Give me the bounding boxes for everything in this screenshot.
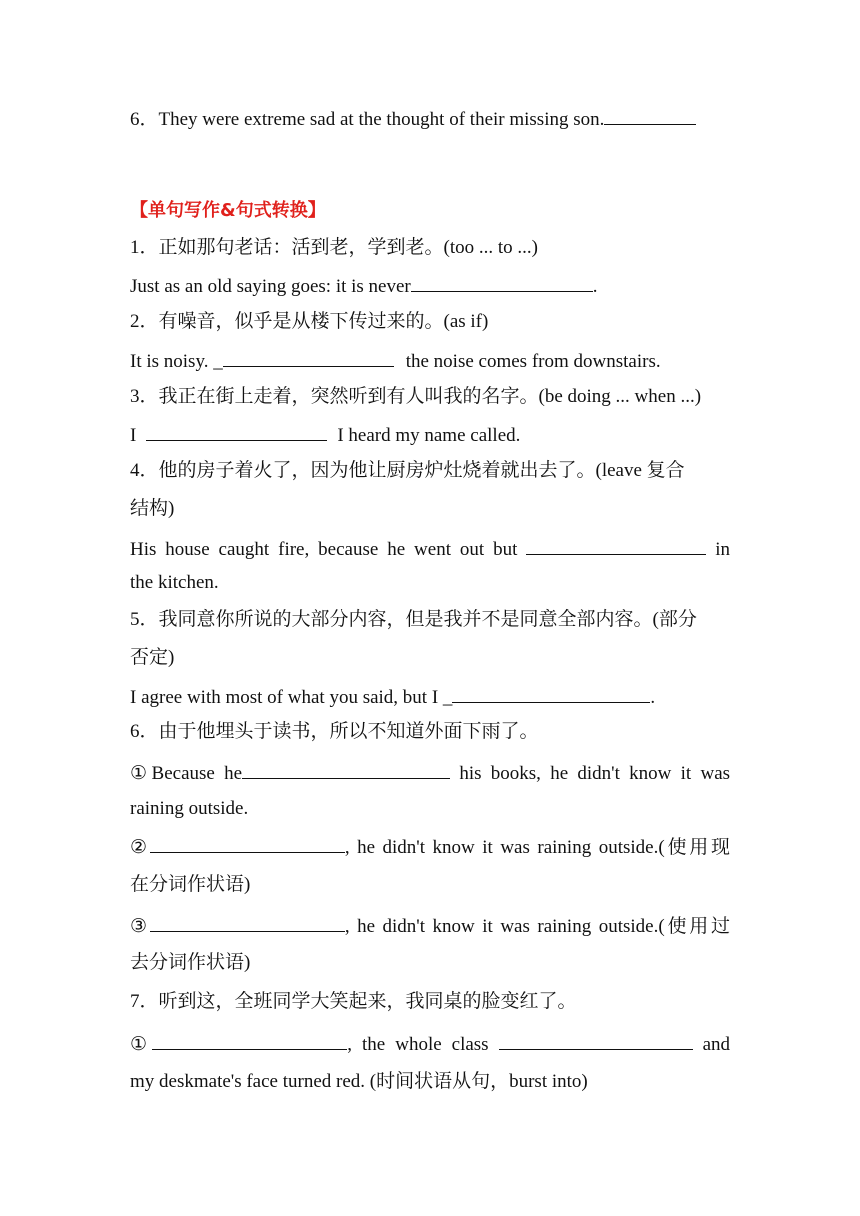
q5-answer xyxy=(130,684,730,710)
q5-prompt-line2: 否定) xyxy=(130,647,175,668)
q6-prompt: 6．由于他埋头于读书，所以不知道外面下雨了。 xyxy=(130,721,539,742)
question-text: They were extreme sad at the thought of their missing son. xyxy=(158,109,605,130)
q2-prompt: 2．有噪音，似乎是从楼下传过来的。(as if) xyxy=(130,311,489,332)
q7-prompt: 7．听到这，全班同学大笑起来，我同桌的脸变红了。 xyxy=(130,991,577,1012)
answer-blank[interactable] xyxy=(604,106,696,125)
q6-sub2-end: , he didn't know it was raining outside.(使用现 xyxy=(344,837,730,858)
q2-blank[interactable] xyxy=(223,348,394,367)
q6-sub3-line2: 去分词作状语) xyxy=(130,952,251,973)
q2-answer xyxy=(130,348,730,374)
q7-sub1 xyxy=(130,1031,730,1057)
section-title: 【单句写作&句式转换】 xyxy=(130,200,326,221)
q4-answer-line2: the kitchen. xyxy=(130,572,219,593)
q6-sub1-blank[interactable] xyxy=(242,760,450,779)
q5-blank[interactable] xyxy=(452,684,650,703)
q1-answer xyxy=(130,273,730,299)
q6-sub2-mark: ② xyxy=(130,837,150,858)
q6-sub1 xyxy=(130,760,730,786)
q7-sub1-end: and xyxy=(702,1034,731,1055)
q4-prompt-line1: 4．他的房子着火了，因为他让厨房炉灶烧着就出去了。(leave 复合 xyxy=(130,460,685,481)
q7-sub1-mark: ① xyxy=(130,1034,153,1055)
q4-answer-end: in xyxy=(715,539,730,560)
prev-question-6 xyxy=(130,106,730,132)
q4-answer-text: His house caught fire, because he went out but xyxy=(130,539,518,560)
q3-answer xyxy=(130,422,730,448)
q2-answer-text: It is noisy. _ xyxy=(130,351,223,372)
q5-prompt-line1: 5．我同意你所说的大部分内容，但是我并不是同意全部内容。(部分 xyxy=(130,609,697,630)
q6-sub1-text: ①Because he xyxy=(130,763,243,784)
q1-answer-text: Just as an old saying goes: it is never xyxy=(130,276,411,297)
q1-blank[interactable] xyxy=(411,273,593,292)
q6-sub2-blank[interactable] xyxy=(150,834,345,853)
q4-blank[interactable] xyxy=(526,536,706,555)
q3-blank[interactable] xyxy=(146,422,327,441)
q1-answer-end: . xyxy=(592,276,598,297)
q1-prompt: 1．正如那句老话：活到老，学到老。(too ... to ...) xyxy=(130,237,538,258)
q7-sub1-line2: my deskmate's face turned red. (时间状语从句，burst into) xyxy=(130,1071,588,1092)
q5-answer-end: . xyxy=(650,687,656,708)
q2-answer-end: the noise comes from downstairs. xyxy=(405,351,661,372)
q6-sub3-mark: ③ xyxy=(130,916,150,937)
q7-sub1-blank2[interactable] xyxy=(499,1031,693,1050)
question-number: 6． xyxy=(130,109,159,130)
q3-answer-text: I xyxy=(130,425,137,446)
q6-sub2 xyxy=(130,834,730,860)
q6-sub3-end: , he didn't know it was raining outside.(使用过 xyxy=(344,916,730,937)
q6-sub3 xyxy=(130,913,730,939)
q7-sub1-mid: , the whole class xyxy=(347,1034,489,1055)
q3-prompt: 3．我正在街上走着，突然听到有人叫我的名字。(be doing ... when ...) xyxy=(130,386,702,407)
q6-sub3-blank[interactable] xyxy=(150,913,345,932)
q7-sub1-blank1[interactable] xyxy=(152,1031,347,1050)
q6-sub1-line2: raining outside. xyxy=(130,798,249,819)
q4-answer xyxy=(130,536,730,562)
q5-answer-text: I agree with most of what you said, but I _ xyxy=(130,687,453,708)
q6-sub1-end: his books, he didn't know it was xyxy=(459,763,731,784)
q4-prompt-line2: 结构) xyxy=(130,498,175,519)
q3-answer-end: I heard my name called. xyxy=(337,425,521,446)
q6-sub2-line2: 在分词作状语) xyxy=(130,874,251,895)
